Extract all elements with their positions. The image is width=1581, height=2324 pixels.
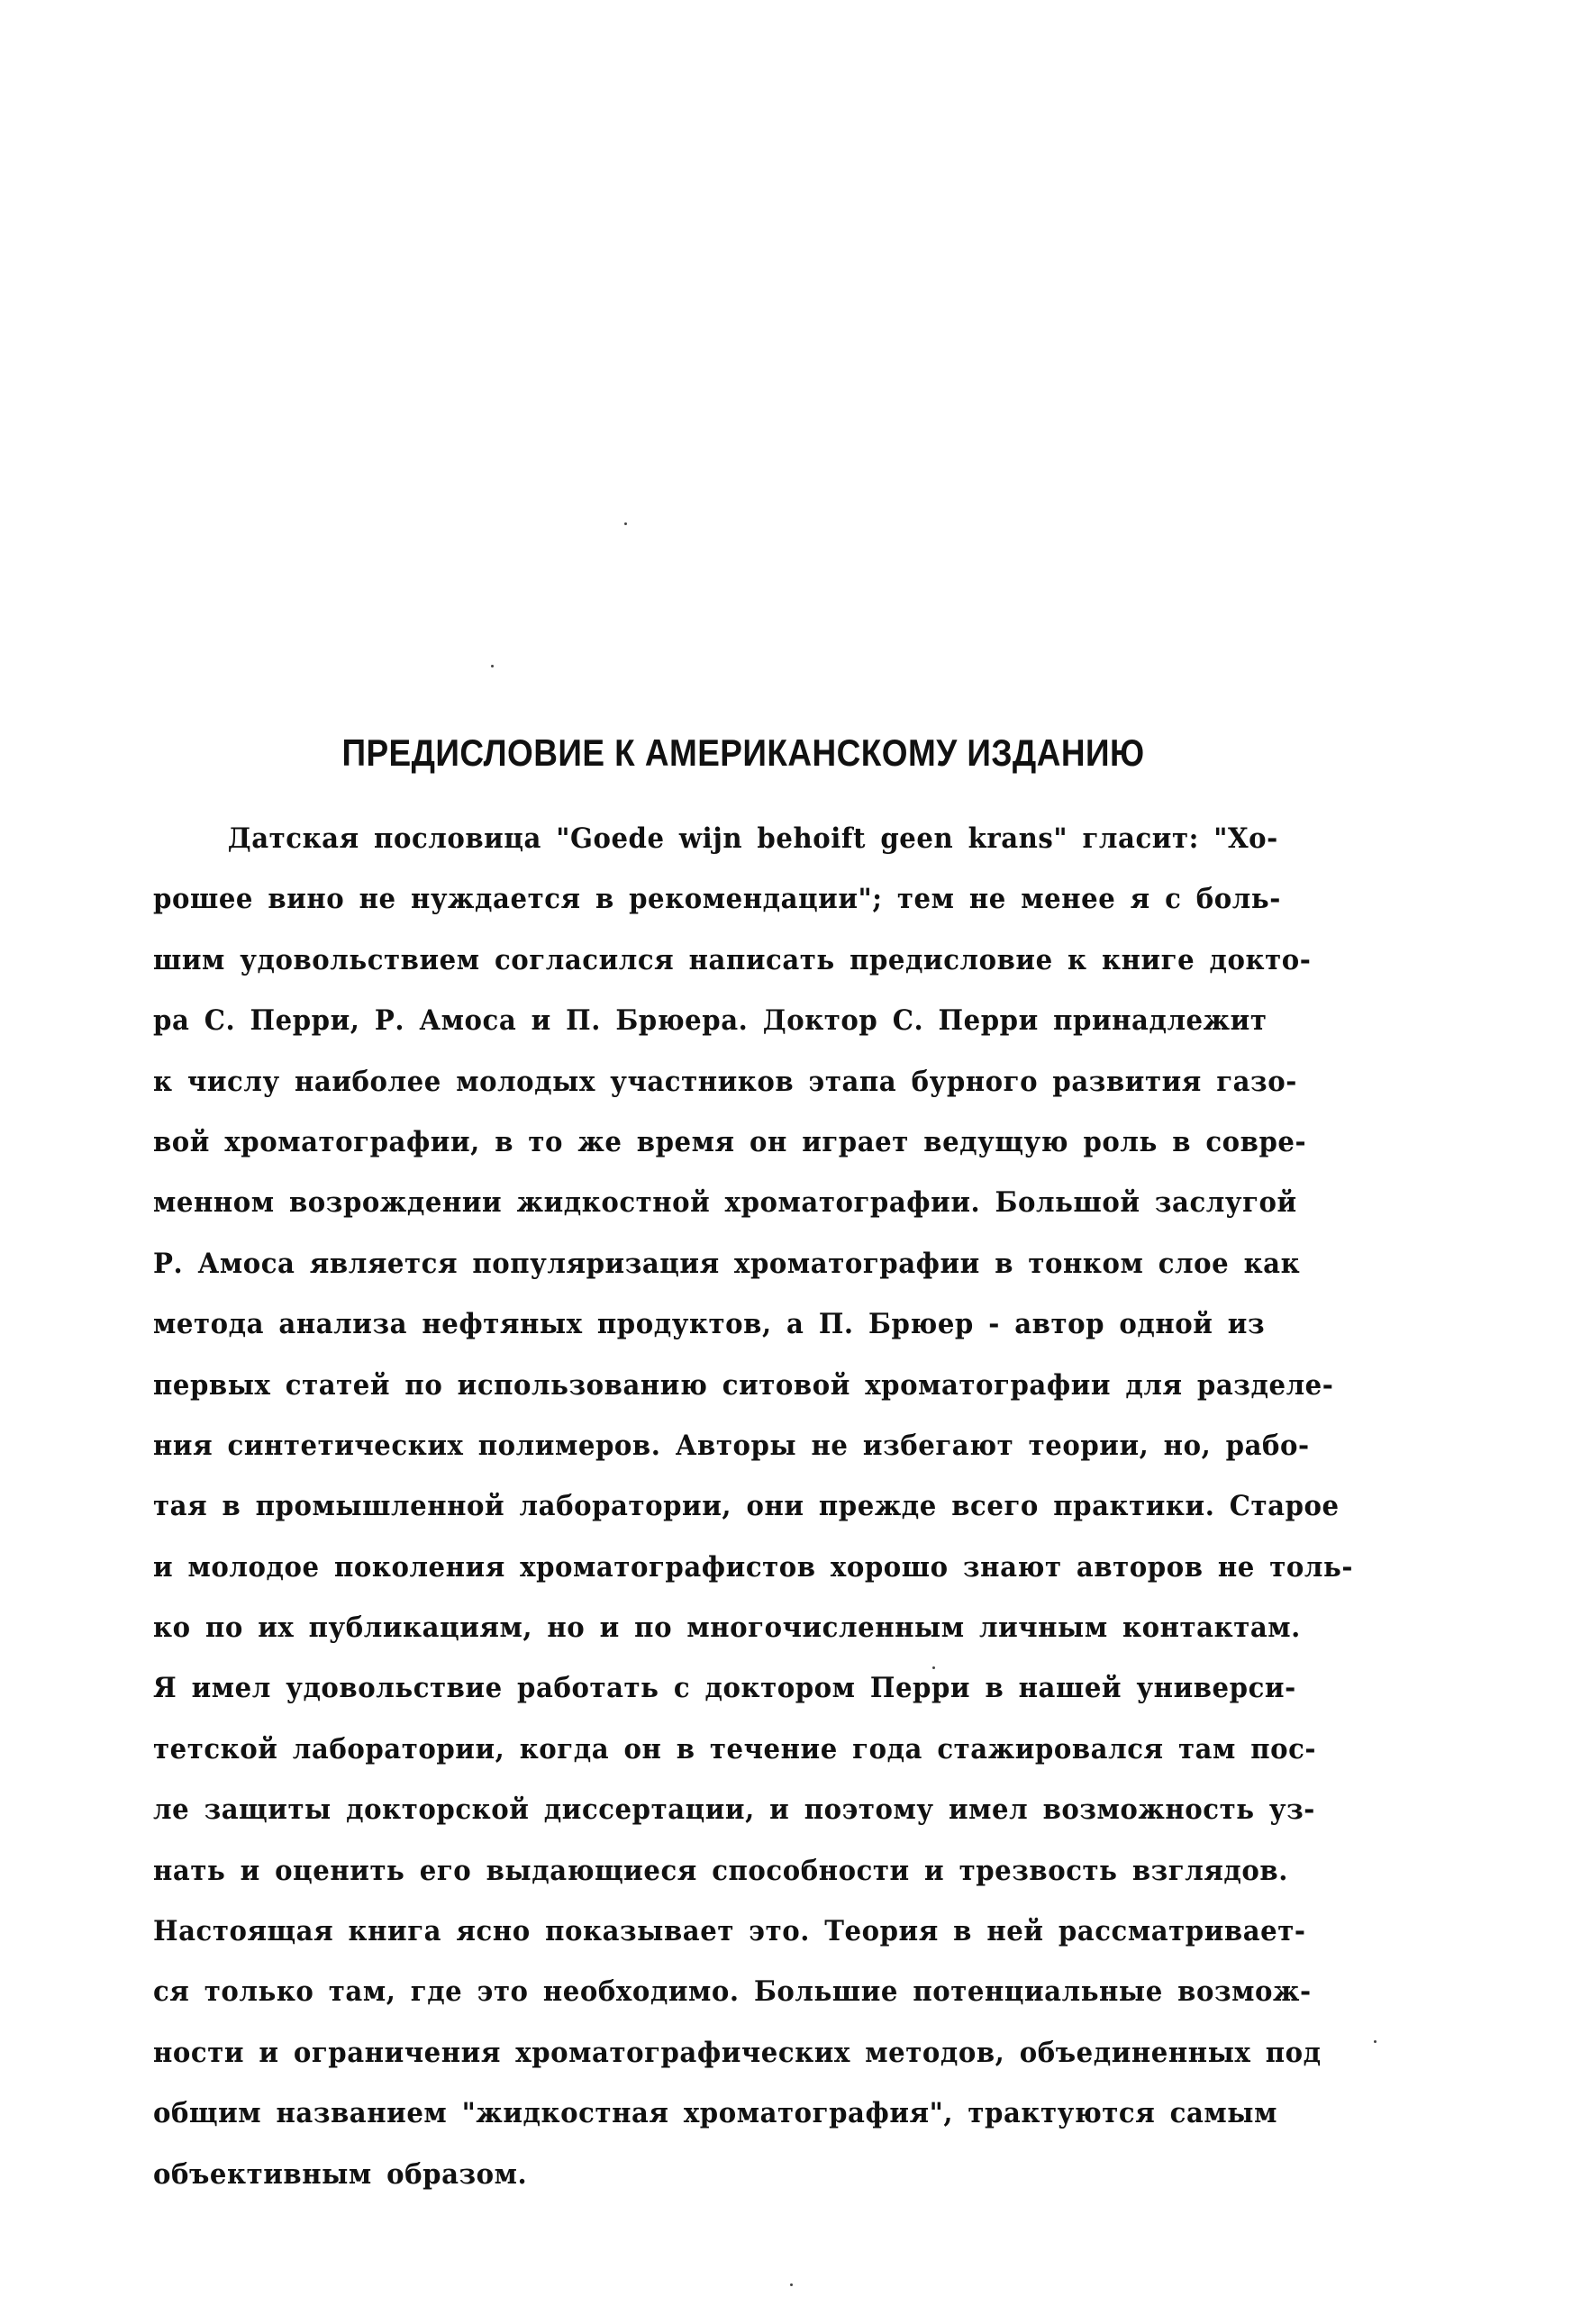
text-line: первых статей по использованию ситовой хроматографии для разделе- [153, 1368, 1334, 1402]
text-line: Р. Амоса является популяризация хроматографии в тонком слое как [153, 1247, 1301, 1280]
text-line: к числу наиболее молодых участников этапа бурного развития газо- [153, 1065, 1297, 1098]
text-line: менном возрождении жидкостной хроматографии. Большой заслугой [153, 1186, 1297, 1220]
text-line: и молодое поколения хроматографистов хорошо знают авторов не толь- [153, 1550, 1353, 1584]
text-line: тая в промышленной лаборатории, они прежде всего практики. Старое [153, 1490, 1340, 1523]
text-line: вой хроматографии, в то же время он играет ведущую роль в совре- [153, 1125, 1307, 1158]
text-line: тетской лаборатории, когда он в течение года стажировался там пос- [153, 1732, 1317, 1766]
text-line: ся только там, где это необходимо. Большие потенциальные возмож- [153, 1975, 1312, 2009]
scan-speck [624, 522, 627, 525]
text-line: Настоящая книга ясно показывает это. Теория в ней рассматривает- [153, 1915, 1306, 1948]
text-line: ния синтетических полимеров. Авторы не избегают теории, но, рабо- [153, 1429, 1310, 1462]
text-line: ко по их публикациям, но и по многочисленным личным контактам. [153, 1611, 1301, 1645]
text-line: ра С. Перри, Р. Амоса и П. Брюера. Доктор С. Перри принадлежит [153, 1004, 1268, 1038]
text-line: Я имел удовольствие работать с доктором Перри в нашей универси- [153, 1672, 1296, 1705]
text-line: ле защиты докторской диссертации, и поэтому имел возможность уз- [153, 1793, 1315, 1827]
text-line: объективным образом. [153, 2157, 528, 2191]
text-line: Датская пословица "Goede wijn behoift geen krans" гласит: "Хо- [227, 822, 1278, 855]
text-line: шим удовольствием согласился написать предисловие к книге докто- [153, 943, 1312, 976]
text-line: ности и ограничения хроматографических методов, объединенных под [153, 2036, 1322, 2069]
preface-body [153, 809, 1414, 2205]
text-line: общим названием "жидкостная хроматография", трактуются самым [153, 2097, 1277, 2130]
text-line: нать и оценить его выдающиеся способности и трезвость взглядов. [153, 1854, 1288, 1887]
scan-speck [491, 665, 494, 667]
page-title: ПРЕДИСЛОВИЕ К АМЕРИКАНСКОМУ ИЗДАНИЮ [341, 731, 1145, 774]
scan-speck [1374, 2040, 1377, 2043]
scan-speck [790, 2283, 793, 2286]
text-line: рошее вино не нуждается в рекомендации"; тем не менее я с боль- [153, 883, 1281, 916]
text-line: метода анализа нефтяных продуктов, а П. Брюер - автор одной из [153, 1308, 1266, 1341]
scan-speck [932, 1666, 935, 1669]
